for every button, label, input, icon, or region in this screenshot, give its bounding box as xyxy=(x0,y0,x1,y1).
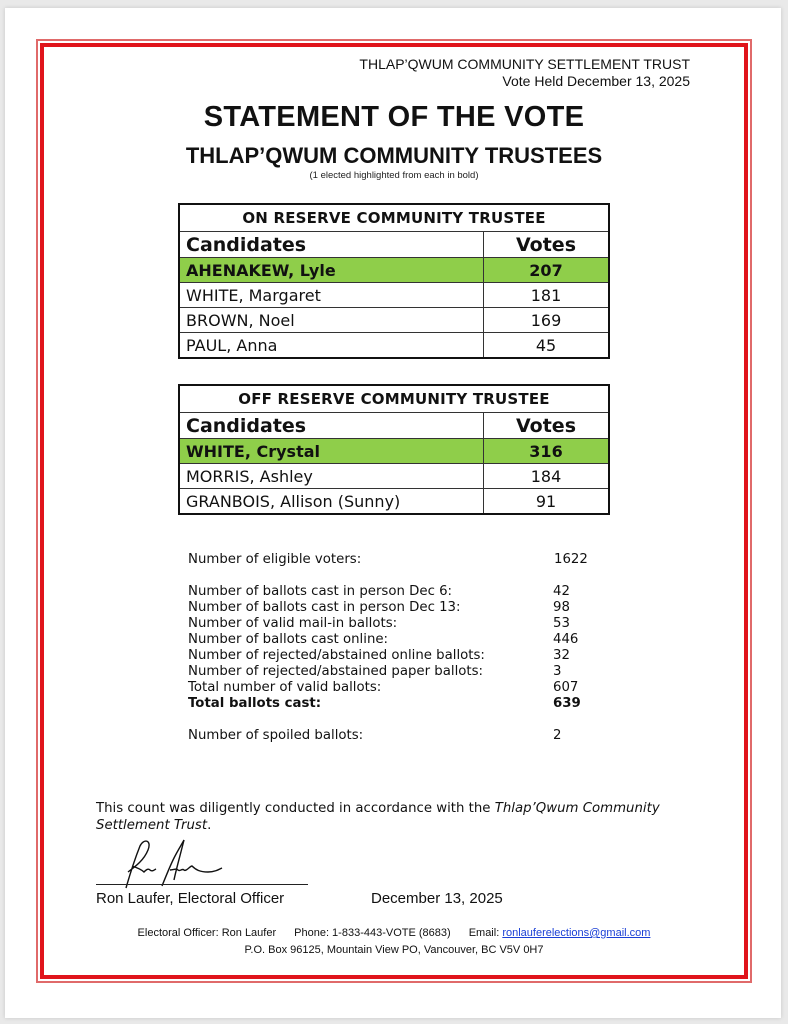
stat-label: Number of eligible voters: xyxy=(188,552,362,567)
stat-in-person-dec6 xyxy=(188,584,608,600)
signature-date: December 13, 2025 xyxy=(371,890,503,907)
certification-text: This count was diligently conducted in accordance with the xyxy=(96,801,495,816)
stat-eligible-voters xyxy=(188,552,608,568)
stat-in-person-dec13 xyxy=(188,600,608,616)
stat-value: 42 xyxy=(553,584,570,599)
candidate-name: GRANBOIS, Allison (Sunny) xyxy=(179,489,484,515)
vote-held-date: Vote Held December 13, 2025 xyxy=(502,73,690,89)
off-reserve-results-table xyxy=(178,384,610,515)
stat-label: Number of ballots cast in person Dec 6: xyxy=(188,584,453,599)
stat-value: 3 xyxy=(553,664,562,679)
stat-label: Total number of valid ballots: xyxy=(188,680,382,695)
signature-icon xyxy=(118,836,248,896)
on-reserve-results-table xyxy=(178,203,610,359)
candidate-name: WHITE, Margaret xyxy=(179,283,484,308)
stat-value: 446 xyxy=(553,632,579,647)
candidate-name: PAUL, Anna xyxy=(179,333,484,359)
contact-info xyxy=(0,927,788,939)
stat-label: Number of spoiled ballots: xyxy=(188,728,364,743)
table-section-title: ON RESERVE COMMUNITY TRUSTEE xyxy=(179,204,609,232)
table-section-title: OFF RESERVE COMMUNITY TRUSTEE xyxy=(179,385,609,413)
table-row xyxy=(179,308,609,333)
stat-online xyxy=(188,632,608,648)
stat-spoiled xyxy=(188,728,608,744)
candidate-name: AHENAKEW, Lyle xyxy=(179,258,484,283)
signatory-name-title: Ron Laufer, Electoral Officer xyxy=(96,890,285,907)
candidate-votes: 45 xyxy=(484,333,610,359)
stat-value: 639 xyxy=(553,696,581,711)
table-row xyxy=(179,333,609,359)
candidate-name: WHITE, Crystal xyxy=(179,439,484,464)
stat-value: 2 xyxy=(553,728,562,743)
stat-label: Number of rejected/abstained paper ballots: xyxy=(188,664,484,679)
certification-statement xyxy=(96,800,706,834)
table-row xyxy=(179,489,609,515)
phone-contact: Phone: 1-833-443-VOTE (8683) xyxy=(294,927,451,939)
stat-mail-in xyxy=(188,616,608,632)
stat-label: Number of ballots cast online: xyxy=(188,632,389,647)
column-header-candidates: Candidates xyxy=(179,413,484,439)
document-header xyxy=(359,56,690,90)
candidate-name: BROWN, Noel xyxy=(179,308,484,333)
signature-line xyxy=(96,884,308,885)
column-header-votes: Votes xyxy=(484,232,610,258)
ballot-statistics xyxy=(188,552,608,744)
stat-label: Total ballots cast: xyxy=(188,696,322,711)
stat-value: 607 xyxy=(553,680,579,695)
stat-value: 1622 xyxy=(554,552,588,567)
table-row xyxy=(179,283,609,308)
table-row xyxy=(179,464,609,489)
stat-rejected-online xyxy=(188,648,608,664)
candidate-votes: 169 xyxy=(484,308,610,333)
email-link[interactable]: ronlauferelections@gmail.com xyxy=(502,927,651,939)
candidate-name: MORRIS, Ashley xyxy=(179,464,484,489)
table-row-elected xyxy=(179,258,609,283)
page-subtitle: THLAP’QWUM COMMUNITY TRUSTEES xyxy=(185,143,603,168)
email-label: Email: xyxy=(468,927,503,939)
stat-label: Number of valid mail-in ballots: xyxy=(188,616,398,631)
highlight-note: (1 elected highlighted from each in bold) xyxy=(309,170,479,181)
stat-value: 53 xyxy=(553,616,570,631)
organization-name: THLAP’QWUM COMMUNITY SETTLEMENT TRUST xyxy=(359,56,690,72)
certification-period: . xyxy=(207,818,212,833)
stat-total-valid xyxy=(188,680,608,696)
candidate-votes: 207 xyxy=(484,258,610,283)
stat-label: Number of rejected/abstained online ballots: xyxy=(188,648,485,663)
mailing-address: P.O. Box 96125, Mountain View PO, Vancouver, BC V5V 0H7 xyxy=(244,944,544,956)
page-title: STATEMENT OF THE VOTE xyxy=(203,101,585,133)
stat-value: 98 xyxy=(553,600,570,615)
candidate-votes: 184 xyxy=(484,464,610,489)
trust-name: Thlap’Qwum Community Settlement Trust xyxy=(96,801,660,833)
stat-label: Number of ballots cast in person Dec 13: xyxy=(188,600,461,615)
candidate-votes: 316 xyxy=(484,439,610,464)
stat-total-cast xyxy=(188,696,608,712)
column-header-votes: Votes xyxy=(484,413,610,439)
stat-rejected-paper xyxy=(188,664,608,680)
table-row-elected xyxy=(179,439,609,464)
officer-contact: Electoral Officer: Ron Laufer xyxy=(137,927,277,939)
candidate-votes: 91 xyxy=(484,489,610,515)
stat-value: 32 xyxy=(553,648,570,663)
column-header-candidates: Candidates xyxy=(179,232,484,258)
candidate-votes: 181 xyxy=(484,283,610,308)
